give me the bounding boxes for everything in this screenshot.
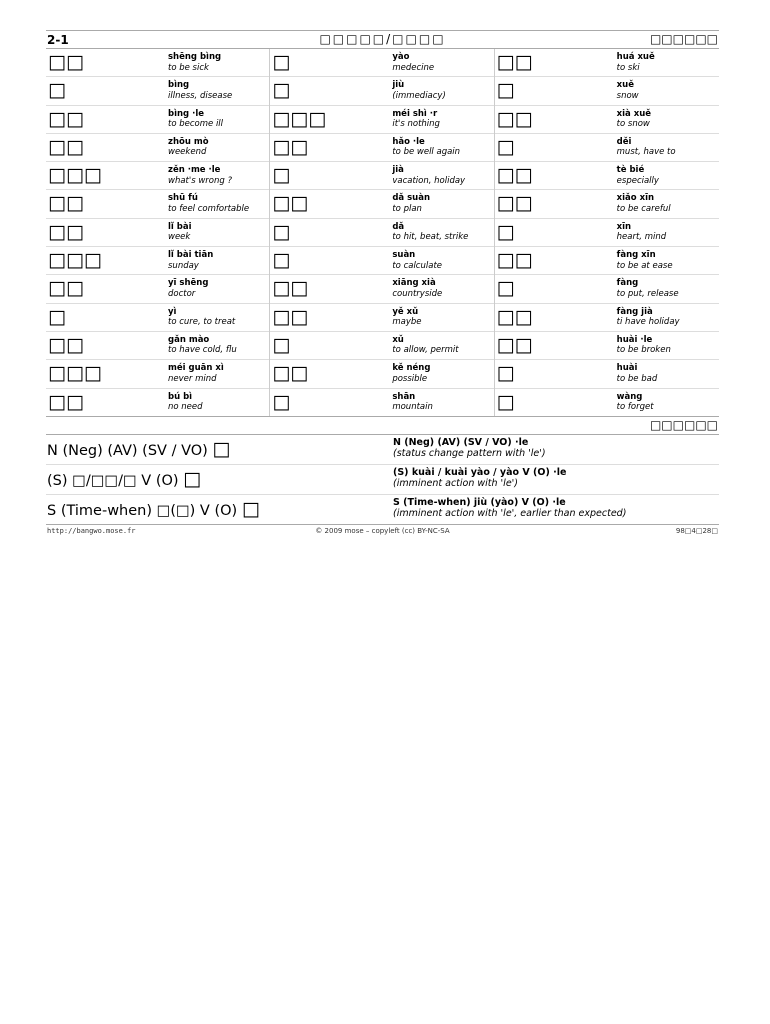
grammar-pinyin: N (Neg) (AV) (SV / VO) ·le bbox=[393, 436, 529, 448]
vocab-pinyin: dǎ suàn bbox=[392, 193, 431, 204]
vocab-hanzi: □□ bbox=[496, 192, 533, 215]
vocab-entry bbox=[495, 162, 719, 190]
vocab-pinyin: xuě bbox=[616, 80, 634, 91]
vocab-hanzi: □□□ bbox=[48, 164, 102, 187]
vocab-translation: possible bbox=[392, 373, 428, 384]
vocab-translation: especially bbox=[616, 175, 659, 186]
footer-copyright: © 2009 mose – copyleft (cc) BY-NC-SA bbox=[315, 526, 450, 535]
grammar-row bbox=[46, 495, 719, 525]
vocab-translation: to be well again bbox=[392, 147, 461, 158]
vocab-translation: to hit, beat, strike bbox=[392, 232, 469, 243]
sheet-header bbox=[46, 30, 719, 49]
grammar-row bbox=[46, 465, 719, 495]
vocab-entry bbox=[46, 304, 269, 332]
vocab-pinyin: bìng ·le bbox=[168, 108, 205, 119]
vocab-pinyin: huài bbox=[616, 363, 638, 374]
grammar-pattern-hanzi: □ bbox=[183, 467, 202, 490]
vocab-entry bbox=[46, 332, 269, 360]
vocab-hanzi: □□ bbox=[48, 220, 84, 243]
grammar-pinyin: S (Time-when) jiù (yào) V (O) ·le bbox=[393, 496, 566, 508]
vocab-hanzi: □□ bbox=[272, 305, 309, 328]
vocab-translation: to feel comfortable bbox=[168, 203, 250, 214]
vocab-entry bbox=[495, 77, 719, 105]
vocab-pinyin: kě néng bbox=[392, 363, 431, 374]
vocab-translation: to plan bbox=[392, 203, 422, 214]
grammar-header: □□□□□□ bbox=[46, 417, 719, 435]
vocab-translation: to put, release bbox=[616, 288, 679, 299]
vocab-hanzi: □□ bbox=[48, 135, 84, 158]
vocab-hanzi: □□ bbox=[48, 333, 84, 356]
vocab-pinyin: yì bbox=[168, 306, 177, 317]
vocab-entry bbox=[270, 275, 493, 303]
grammar-pattern bbox=[47, 498, 260, 520]
vocab-translation: weekend bbox=[168, 147, 207, 158]
vocab-hanzi: □ bbox=[496, 135, 515, 158]
vocab-entry bbox=[46, 49, 269, 77]
vocab-pinyin: huài ·le bbox=[616, 334, 653, 345]
vocab-hanzi: □□□ bbox=[48, 362, 102, 385]
vocab-hanzi: □ bbox=[496, 362, 515, 385]
vocab-pinyin: dǎ bbox=[392, 221, 405, 232]
vocab-pinyin: fàng xīn bbox=[616, 250, 656, 261]
vocab-hanzi: □□ bbox=[48, 51, 84, 73]
vocab-translation: to be bad bbox=[616, 373, 658, 384]
vocab-translation: to forget bbox=[616, 402, 654, 413]
vocab-entry bbox=[495, 332, 719, 360]
vocab-translation: countryside bbox=[392, 288, 443, 299]
vocab-hanzi: □ bbox=[496, 79, 515, 102]
vocab-entry bbox=[270, 304, 493, 332]
vocab-pinyin: bìng bbox=[168, 80, 190, 91]
vocab-column bbox=[46, 49, 270, 416]
grammar-pattern-hanzi: □ bbox=[212, 437, 231, 460]
vocab-hanzi: □ bbox=[272, 79, 291, 102]
vocab-pinyin: fàng jià bbox=[616, 306, 653, 317]
vocab-pinyin: hǎo ·le bbox=[392, 136, 425, 147]
vocab-hanzi: □□□ bbox=[272, 107, 327, 130]
grammar-section bbox=[46, 435, 719, 525]
lesson-code: 2-1 bbox=[47, 33, 69, 47]
vocab-pinyin: fàng bbox=[616, 278, 639, 289]
vocab-translation: to be sick bbox=[168, 62, 209, 73]
vocab-hanzi: □□ bbox=[496, 249, 533, 272]
vocab-translation: what's wrong ? bbox=[168, 175, 232, 186]
vocab-entry bbox=[495, 389, 719, 416]
vocab-entry bbox=[46, 275, 269, 303]
vocab-pinyin: xīn bbox=[616, 221, 632, 232]
vocab-pinyin: xǔ bbox=[392, 334, 404, 345]
vocab-hanzi: □□□ bbox=[48, 249, 102, 272]
vocab-entry bbox=[46, 219, 269, 247]
vocab-translation: vacation, holiday bbox=[392, 175, 466, 186]
vocab-translation: must, have to bbox=[616, 147, 676, 158]
vocab-hanzi: □□ bbox=[48, 107, 84, 130]
vocab-entry bbox=[46, 389, 269, 416]
vocab-sheet bbox=[46, 30, 719, 537]
vocab-column bbox=[495, 49, 719, 416]
vocab-entry bbox=[270, 247, 493, 275]
vocab-entry bbox=[495, 360, 719, 388]
grammar-explanation: (imminent action with 'le') bbox=[393, 478, 518, 490]
vocab-translation: (immediacy) bbox=[392, 90, 446, 101]
vocab-pinyin: yī shēng bbox=[168, 278, 209, 289]
vocab-entry bbox=[495, 304, 719, 332]
grammar-explanation: (imminent action with 'le', earlier than expected) bbox=[393, 508, 627, 520]
vocab-hanzi: □ bbox=[496, 220, 515, 243]
vocab-entry bbox=[270, 162, 493, 190]
vocab-translation: to be careful bbox=[616, 203, 671, 214]
vocab-translation: to allow, permit bbox=[392, 345, 459, 356]
vocab-entry bbox=[46, 247, 269, 275]
page-footer bbox=[46, 525, 719, 537]
vocab-hanzi: □□ bbox=[272, 135, 309, 158]
vocab-hanzi: □□ bbox=[272, 362, 309, 385]
vocab-pinyin: zhōu mò bbox=[168, 136, 209, 147]
vocab-translation: doctor bbox=[168, 288, 196, 299]
vocab-hanzi: □□ bbox=[48, 390, 84, 413]
vocab-hanzi: □□ bbox=[496, 333, 533, 356]
vocab-hanzi: □□ bbox=[48, 277, 84, 300]
vocab-pinyin: lǐ bài tiān bbox=[168, 250, 214, 261]
vocab-entry bbox=[270, 77, 493, 105]
vocab-entry bbox=[270, 219, 493, 247]
vocab-entry bbox=[495, 247, 719, 275]
vocab-translation: to be broken bbox=[616, 345, 671, 356]
vocab-pinyin: děi bbox=[616, 136, 632, 147]
vocab-entry bbox=[46, 134, 269, 162]
vocab-translation: heart, mind bbox=[616, 232, 667, 243]
vocab-hanzi: □ bbox=[272, 51, 291, 73]
vocab-hanzi: □□ bbox=[48, 192, 84, 215]
vocab-translation: ti have holiday bbox=[616, 317, 680, 328]
footer-date: 98□4□28□ bbox=[675, 526, 718, 535]
vocab-pinyin: shān bbox=[392, 391, 416, 402]
section-tag: □□□□□□ bbox=[649, 32, 718, 46]
vocab-pinyin: lǐ bài bbox=[168, 221, 192, 232]
grammar-pattern-text: S (Time-when) □(□) V (O) bbox=[47, 502, 242, 519]
vocab-pinyin: shū fú bbox=[168, 193, 198, 204]
grammar-pinyin: (S) kuài / kuài yào / yào V (O) ·le bbox=[393, 466, 567, 478]
vocab-entry bbox=[270, 134, 493, 162]
vocab-pinyin: jià bbox=[392, 165, 404, 176]
vocab-hanzi: □ bbox=[272, 390, 291, 413]
vocab-hanzi: □ bbox=[272, 220, 291, 243]
vocab-translation: no need bbox=[168, 402, 203, 413]
grammar-pattern-text: (S) □/□□/□ V (O) bbox=[47, 472, 184, 489]
vocab-pinyin: shēng bìng bbox=[168, 52, 222, 62]
vocab-pinyin: xiāng xià bbox=[392, 278, 436, 289]
vocab-entry bbox=[495, 190, 719, 218]
vocab-pinyin: wàng bbox=[616, 391, 643, 402]
vocab-hanzi: □ bbox=[272, 249, 291, 272]
vocab-pinyin: huá xuě bbox=[616, 52, 655, 62]
vocab-hanzi: □ bbox=[496, 390, 515, 413]
vocab-hanzi: □□ bbox=[496, 305, 533, 328]
vocab-translation: it's nothing bbox=[392, 119, 440, 130]
vocab-pinyin: xiǎo xīn bbox=[616, 193, 655, 204]
vocab-pinyin: yào bbox=[392, 52, 410, 62]
vocab-hanzi: □□ bbox=[496, 51, 533, 73]
vocab-hanzi: □ bbox=[272, 164, 291, 187]
grammar-explanation: (status change pattern with 'le') bbox=[393, 448, 546, 460]
vocab-entry bbox=[46, 106, 269, 134]
grammar-row bbox=[46, 435, 719, 465]
vocab-entry bbox=[270, 360, 493, 388]
vocab-entry bbox=[495, 106, 719, 134]
vocab-hanzi: □□ bbox=[496, 164, 533, 187]
vocab-entry bbox=[270, 49, 493, 77]
vocab-translation: medecine bbox=[392, 62, 435, 73]
vocab-pinyin: méi shì ·r bbox=[392, 108, 438, 119]
vocab-translation: illness, disease bbox=[168, 90, 233, 101]
vocab-entry bbox=[270, 190, 493, 218]
vocab-hanzi: □ bbox=[48, 305, 66, 328]
vocab-translation: to cure, to treat bbox=[168, 317, 236, 328]
vocab-translation: week bbox=[168, 232, 191, 243]
grammar-pattern-text: N (Neg) (AV) (SV / VO) bbox=[47, 442, 213, 459]
vocab-translation: mountain bbox=[392, 402, 433, 413]
vocab-pinyin: zěn ·me ·le bbox=[168, 165, 221, 176]
vocab-hanzi: □□ bbox=[496, 107, 533, 130]
vocab-translation: to have cold, flu bbox=[168, 345, 237, 356]
vocab-entry bbox=[495, 49, 719, 77]
vocab-pinyin: yě xǔ bbox=[392, 306, 419, 317]
vocab-hanzi: □ bbox=[272, 333, 291, 356]
vocab-hanzi: □ bbox=[48, 79, 66, 102]
grammar-pattern-hanzi: □ bbox=[241, 497, 260, 520]
vocab-translation: snow bbox=[616, 90, 639, 101]
vocab-pinyin: suàn bbox=[392, 250, 416, 261]
footer-url[interactable]: http://bangwo.mose.fr bbox=[47, 526, 136, 535]
vocab-translation: to calculate bbox=[392, 260, 442, 271]
vocab-translation: maybe bbox=[392, 317, 422, 328]
vocab-entry bbox=[270, 106, 493, 134]
vocab-translation: to become ill bbox=[168, 119, 224, 130]
vocab-pinyin: bú bì bbox=[168, 391, 193, 402]
vocab-entry bbox=[495, 275, 719, 303]
grammar-pattern bbox=[47, 468, 201, 490]
vocab-entry bbox=[46, 77, 269, 105]
vocab-pinyin: xià xuě bbox=[616, 108, 652, 119]
vocab-translation: never mind bbox=[168, 373, 217, 384]
vocab-entry bbox=[46, 162, 269, 190]
vocab-pinyin: gǎn mào bbox=[168, 334, 210, 345]
vocab-hanzi: □□ bbox=[272, 192, 309, 215]
vocab-entry bbox=[270, 332, 493, 360]
vocab-hanzi: □ bbox=[496, 277, 515, 300]
vocab-translation: sunday bbox=[168, 260, 199, 271]
vocab-entry bbox=[270, 389, 493, 416]
vocab-translation: to ski bbox=[616, 62, 640, 73]
vocab-pinyin: méi guān xì bbox=[168, 363, 224, 374]
vocab-entry bbox=[46, 190, 269, 218]
vocab-translation: to snow bbox=[616, 119, 650, 130]
vocab-pinyin: tè bié bbox=[616, 165, 645, 176]
lesson-title: □□□□□/□□□□ bbox=[319, 32, 446, 46]
vocab-pinyin: jiù bbox=[392, 80, 405, 91]
vocab-grid bbox=[46, 49, 719, 417]
vocab-column bbox=[270, 49, 494, 416]
vocab-hanzi: □□ bbox=[272, 277, 309, 300]
vocab-entry bbox=[46, 360, 269, 388]
vocab-translation: to be at ease bbox=[616, 260, 673, 271]
vocab-entry bbox=[495, 219, 719, 247]
grammar-pattern bbox=[47, 438, 230, 460]
vocab-entry bbox=[495, 134, 719, 162]
